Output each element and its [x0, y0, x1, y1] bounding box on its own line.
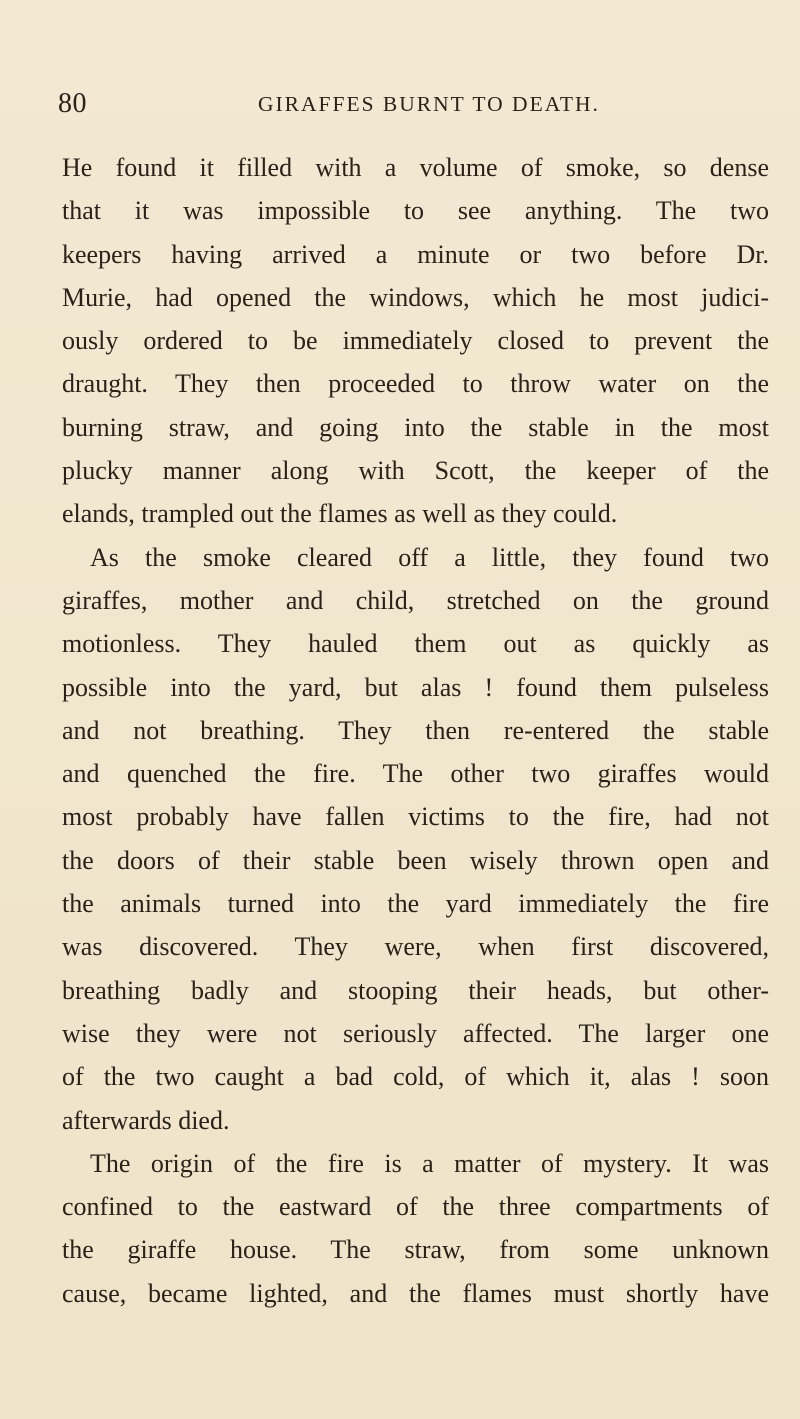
page-number: 80	[58, 88, 87, 119]
page-header	[58, 88, 740, 128]
paragraph-start-line: The origin of the fire is a matter of mystery. It was	[90, 1148, 769, 1178]
body-text	[62, 146, 769, 1315]
text-line: motionless. They hauled them out as quickly as	[62, 629, 769, 659]
text-line: burning straw, and going into the stable in the most	[62, 412, 769, 442]
text-line: wise they were not seriously affected. The larger one	[62, 1018, 769, 1048]
text-line: afterwards died.	[62, 1105, 230, 1135]
text-line: that it was impossible to see anything. The two	[62, 196, 769, 226]
text-line: the doors of their stable been wisely thrown open and	[62, 845, 769, 875]
text-line: cause, became lighted, and the flames must shortly have	[62, 1278, 769, 1308]
text-line: plucky manner along with Scott, the keeper of the	[62, 456, 769, 486]
text-line: elands, trampled out the flames as well as they could.	[62, 499, 618, 529]
text-line: He found it filled with a volume of smoke, so dense	[62, 153, 769, 182]
text-line: and not breathing. They then re-entered the stable	[62, 715, 769, 745]
paragraph-start-line: As the smoke cleared off a little, they found two	[90, 542, 769, 572]
running-head: GIRAFFES BURNT TO DEATH.	[258, 92, 600, 116]
text-line: was discovered. They were, when first discovered,	[62, 932, 769, 962]
text-line: giraffes, mother and child, stretched on the ground	[62, 585, 769, 615]
text-line: most probably have fallen victims to the fire, had not	[62, 802, 769, 832]
text-line: of the two caught a bad cold, of which it, alas ! soon	[62, 1062, 769, 1092]
text-line: the giraffe house. The straw, from some unknown	[62, 1235, 769, 1265]
text-line: confined to the eastward of the three compartments of	[62, 1192, 769, 1222]
text-line: ously ordered to be immediately closed to prevent the	[62, 326, 769, 356]
text-line: possible into the yard, but alas ! found them pulseless	[62, 672, 769, 702]
text-line: keepers having arrived a minute or two before Dr.	[62, 239, 769, 269]
text-line: draught. They then proceeded to throw water on the	[62, 369, 769, 399]
text-line: Murie, had opened the windows, which he most judici-	[62, 282, 769, 312]
text-line: and quenched the fire. The other two giraffes would	[62, 759, 769, 789]
text-line: breathing badly and stooping their heads, but other-	[62, 975, 769, 1005]
text-line: the animals turned into the yard immediately the fire	[62, 889, 769, 919]
